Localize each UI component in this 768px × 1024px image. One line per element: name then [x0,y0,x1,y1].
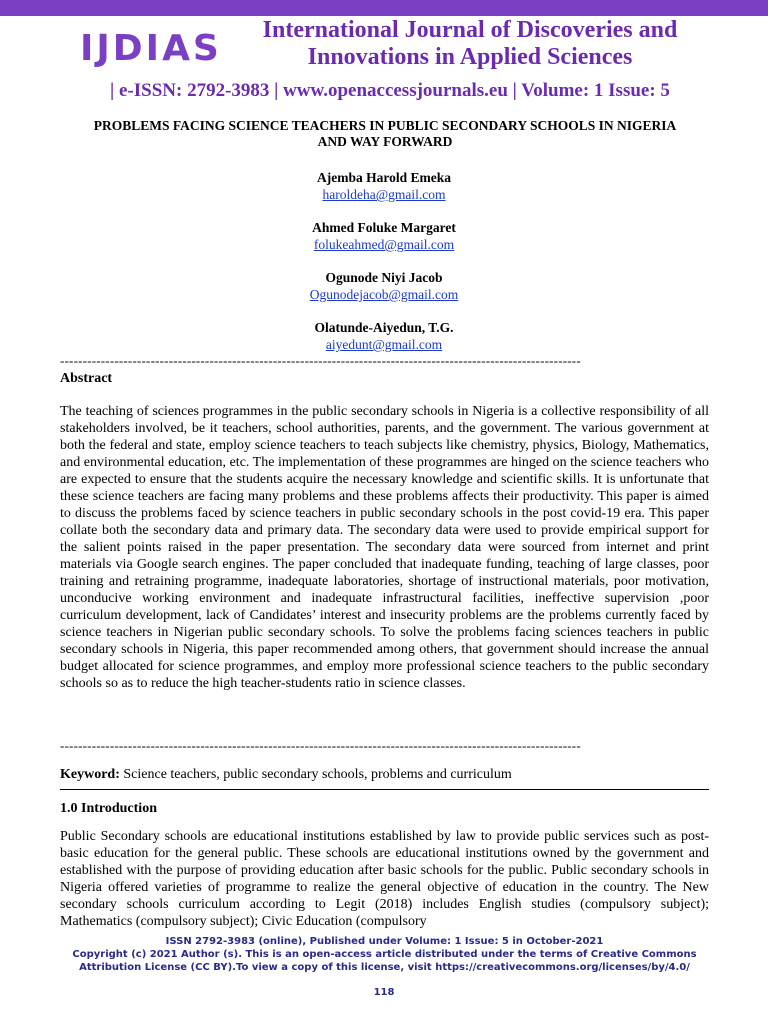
footer [60,935,709,974]
dashed-separator: ------------------------------------------------------------------------------------------------------------------- [60,738,581,753]
author-name: Ahmed Foluke Margaret [312,220,456,235]
journal-title: International Journal of Discoveries and Innovations in Applied Sciences [262,17,678,70]
author-email-link[interactable]: aiyedunt@gmail.com [325,337,443,352]
abstract-text: The teaching of sciences programmes in the public secondary schools in Nigeria is a collective responsibility of all stakeholders involved, be it teachers, school authorities, parents, and the government. The various government at both the federal and state, employ science teachers to teach subjects like chemistry, physics, Biology, Mathematics, and environmental education, etc. The implementation of these programmes are hinged on the science teachers who are expected to ensure that the students acquire the necessary knowledge and scientific skills. It is unfortunate that these science teachers are facing many problems and these problems affects their productivity. This paper is aimed to discuss the problems faced by science teachers in public secondary schools in the post covid-19 era. This paper collate both the secondary data and primary data. The secondary data were used to provide empirical support for the salient points raised in the paper presentation. The secondary data were sourced from internet and print materials via Google search engines. The paper concluded that inadequate funding, teaching of large classes, poor training and retraining programme, inadequate laboratories, shortage of instructional materials, poor motivation, unconducive working environment and inadequate infrastructural facilities, ineffective supervision ,poor curriculum development, lack of Candidates’ interest and insecurity problems are the problems currently faced by science teachers in Nigerian public secondary schools. To solve the problems facing sciences teachers in public secondary schools in Nigeria, this paper recommended among others, that government should increase the annual budget allocated for science programmes, and employ more professional science teachers to the public secondary schools so as to reduce the high teacher-students ratio in science classes. [60,404,709,691]
keyword-label: Keyword: [60,767,120,782]
author-name: Ogunode Niyi Jacob [325,270,443,285]
intro-text: Public Secondary schools are educational institutions established by law to provide public services such as post-basic education for the general public. These schools are educational institutions owned by the government and established with the purpose of providing education after basic schools for the public. Public secondary schools in Nigeria offered varieties of programme to realize the general objective of education in the country. The New secondary schools curriculum according to Legit (2018) includes English studies (compulsory subject); Mathematics (compulsory subject); Civic Education (compulsory [60,829,709,929]
author-email-link[interactable]: haroldeha@gmail.com [322,187,446,202]
author-email-link[interactable]: Ogunodejacob@gmail.com [309,287,459,302]
author-name: Olatunde-Aiyedun, T.G. [314,320,454,335]
paper-title: PROBLEMS FACING SCIENCE TEACHERS IN PUBLIC SECONDARY SCHOOLS IN NIGERIA AND WAY FORWARD [93,118,677,149]
keywords-line [60,767,512,783]
top-color-bar [0,0,768,16]
footer-line: Copyright (c) 2021 Author (s). This is an open-access article distributed under the terms of Creative Commons [72,949,697,960]
journal-logo: IJDIAS [80,28,222,69]
issn-line: | e-ISSN: 2792-3983 | www.openaccessjournals.eu | Volume: 1 Issue: 5 [110,80,670,101]
horizontal-rule [60,789,709,790]
abstract-heading: Abstract [60,371,113,386]
intro-heading: 1.0 Introduction [60,801,157,816]
author-email-link[interactable]: folukeahmed@gmail.com [313,237,455,252]
footer-line: ISSN 2792-3983 (online), Published under Volume: 1 Issue: 5 in October-2021 [165,936,604,947]
keyword-text: Science teachers, public secondary schools, problems and curriculum [123,767,512,782]
author-name: Ajemba Harold Emeka [317,170,451,185]
dashed-separator: ------------------------------------------------------------------------------------------------------------------- [60,353,581,368]
footer-line: Attribution License (CC BY).To view a copy of this license, visit https://creativecommons.org/licenses/by/4.0/ [79,962,690,973]
page-number: 118 [373,987,395,998]
